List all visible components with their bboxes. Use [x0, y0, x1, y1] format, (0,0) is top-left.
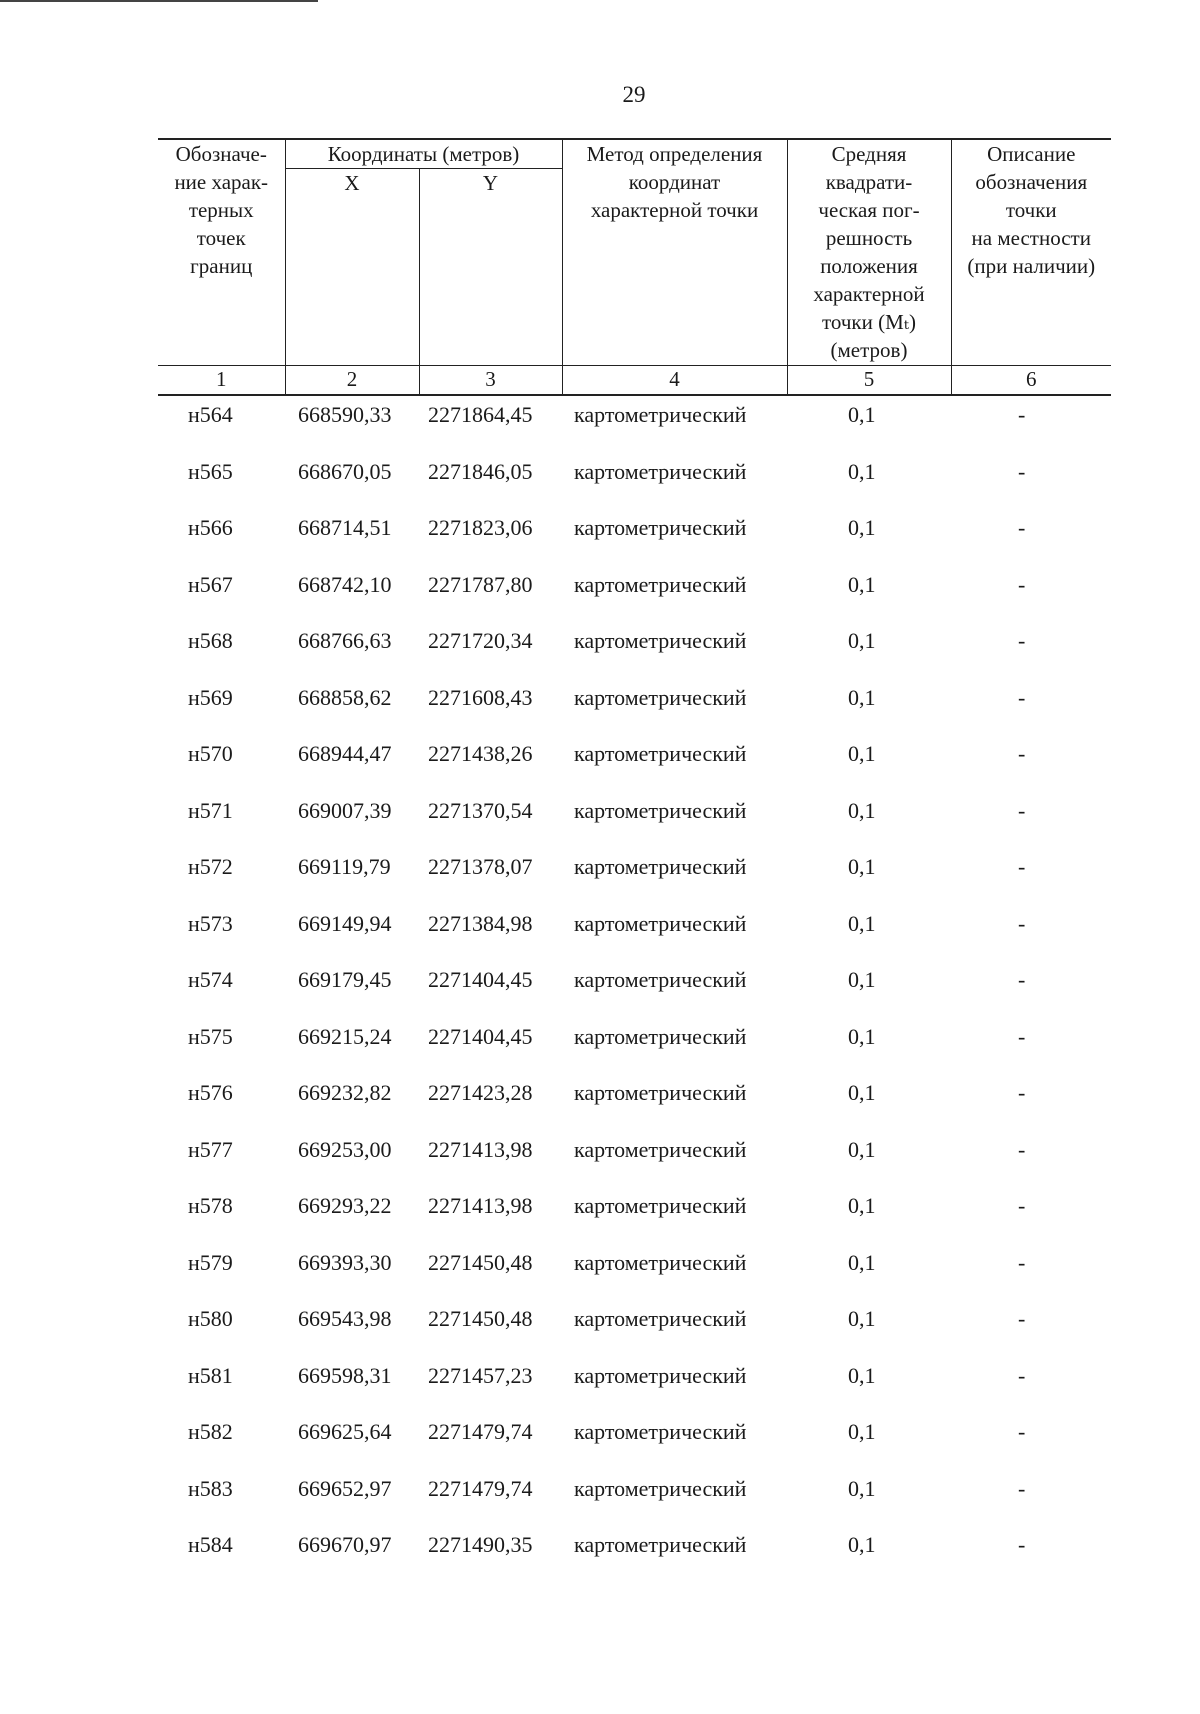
point-cell: н582: [188, 1419, 233, 1444]
error-cell: 0,1: [848, 910, 876, 936]
error-cell: 0,1: [848, 515, 876, 540]
table-row: [158, 1466, 1111, 1523]
point-cell: н565: [188, 458, 233, 484]
error-cell: 0,1: [848, 1023, 876, 1049]
table-row: [158, 675, 1111, 732]
table-header: [158, 138, 1111, 396]
description-cell: -: [1018, 967, 1026, 992]
x-coordinate-cell: 669670,97: [298, 1532, 392, 1557]
table-row: [158, 1353, 1111, 1410]
method-cell: картометрический: [574, 1193, 747, 1218]
point-cell: н573: [188, 910, 233, 936]
x-coordinate-cell: 669215,24: [298, 1023, 392, 1049]
description-cell: -: [1018, 1249, 1026, 1275]
point-cell: н570: [188, 741, 233, 766]
x-coordinate-cell: 668858,62: [298, 684, 392, 710]
header-point-text: Обозначе- ние харак- терных точек границ: [174, 142, 269, 278]
point-cell: н564: [188, 402, 233, 427]
table-row: [158, 788, 1111, 845]
error-cell: 0,1: [848, 458, 876, 484]
x-coordinate-cell: 669179,45: [298, 967, 392, 992]
point-cell: н578: [188, 1193, 233, 1218]
table-row: [158, 1522, 1111, 1579]
method-cell: картометрический: [574, 1136, 747, 1162]
y-coordinate-cell: 2271413,98: [428, 1136, 533, 1162]
description-cell: -: [1018, 1419, 1026, 1444]
description-cell: -: [1018, 910, 1026, 936]
method-cell: картометрический: [574, 515, 747, 540]
error-cell: 0,1: [848, 571, 876, 597]
top-border-rule: [0, 0, 318, 2]
header-coords-group: Координаты (метров): [285, 139, 562, 169]
x-coordinate-cell: 668670,05: [298, 458, 392, 484]
header-method-text: Метод определения координат характерной точки: [586, 142, 763, 222]
column-number-2: 2: [285, 366, 419, 396]
point-cell: н583: [188, 1475, 233, 1501]
x-coordinate-cell: 668944,47: [298, 741, 392, 766]
table-row: [158, 957, 1111, 1014]
y-coordinate-cell: 2271846,05: [428, 458, 533, 484]
error-cell: 0,1: [848, 1136, 876, 1162]
table-row: [158, 731, 1111, 788]
description-cell: -: [1018, 1023, 1026, 1049]
y-coordinate-cell: 2271479,74: [428, 1475, 533, 1501]
y-coordinate-cell: 2271479,74: [428, 1419, 533, 1444]
table-row: [158, 1014, 1111, 1071]
method-cell: картометрический: [574, 402, 747, 427]
error-cell: 0,1: [848, 402, 876, 427]
x-coordinate-cell: 669253,00: [298, 1136, 392, 1162]
description-cell: -: [1018, 1080, 1026, 1105]
x-coordinate-cell: 669598,31: [298, 1362, 392, 1388]
point-cell: н572: [188, 854, 233, 879]
table-row: [158, 449, 1111, 506]
description-cell: -: [1018, 571, 1026, 597]
y-coordinate-cell: 2271450,48: [428, 1249, 533, 1275]
y-coordinate-cell: 2271457,23: [428, 1362, 533, 1388]
description-cell: -: [1018, 1475, 1026, 1501]
error-cell: 0,1: [848, 967, 876, 992]
method-cell: картометрический: [574, 628, 747, 653]
error-cell: 0,1: [848, 1419, 876, 1444]
method-cell: картометрический: [574, 1532, 747, 1557]
y-coordinate-cell: 2271490,35: [428, 1532, 533, 1557]
method-cell: картометрический: [574, 910, 747, 936]
error-cell: 0,1: [848, 1193, 876, 1218]
table-row: [158, 505, 1111, 562]
method-cell: картометрический: [574, 854, 747, 879]
error-cell: 0,1: [848, 628, 876, 653]
point-cell: н579: [188, 1249, 233, 1275]
description-cell: -: [1018, 1532, 1026, 1557]
header-x: X: [285, 169, 419, 366]
x-coordinate-cell: 669293,22: [298, 1193, 392, 1218]
header-y: Y: [419, 169, 562, 366]
x-coordinate-cell: 669119,79: [298, 854, 391, 879]
page-number: 29: [622, 82, 646, 107]
header-description: [951, 139, 1111, 366]
description-cell: -: [1018, 1136, 1026, 1162]
table-row: [158, 1409, 1111, 1466]
description-cell: -: [1018, 854, 1026, 879]
method-cell: картометрический: [574, 1080, 747, 1105]
column-number-6: 6: [951, 366, 1111, 396]
point-cell: н567: [188, 571, 233, 597]
point-cell: н571: [188, 797, 233, 823]
method-cell: картометрический: [574, 741, 747, 766]
x-coordinate-cell: 669652,97: [298, 1475, 392, 1501]
table-body: [158, 392, 1111, 1579]
y-coordinate-cell: 2271384,98: [428, 910, 533, 936]
y-coordinate-cell: 2271864,45: [428, 402, 533, 427]
error-cell: 0,1: [848, 1475, 876, 1501]
header-point: [158, 139, 285, 366]
description-cell: -: [1018, 1193, 1026, 1218]
point-cell: н568: [188, 628, 233, 653]
method-cell: картометрический: [574, 1475, 747, 1501]
description-cell: -: [1018, 515, 1026, 540]
x-coordinate-cell: 669625,64: [298, 1419, 392, 1444]
table-row: [158, 1183, 1111, 1240]
description-cell: -: [1018, 628, 1026, 653]
x-coordinate-cell: 668742,10: [298, 571, 392, 597]
column-number-3: 3: [419, 366, 562, 396]
point-cell: н575: [188, 1023, 233, 1049]
point-cell: н574: [188, 967, 233, 992]
x-coordinate-cell: 668714,51: [298, 515, 392, 540]
description-cell: -: [1018, 797, 1026, 823]
x-coordinate-cell: 669543,98: [298, 1306, 392, 1331]
point-cell: н566: [188, 515, 233, 540]
table-row: [158, 562, 1111, 619]
y-coordinate-cell: 2271450,48: [428, 1306, 533, 1331]
x-coordinate-cell: 668766,63: [298, 628, 392, 653]
point-cell: н576: [188, 1080, 233, 1105]
table-row: [158, 1296, 1111, 1353]
table-row: [158, 1127, 1111, 1184]
method-cell: картометрический: [574, 1306, 747, 1331]
table-row: [158, 901, 1111, 958]
method-cell: картометрический: [574, 458, 747, 484]
point-cell: н584: [188, 1532, 233, 1557]
column-number-4: 4: [562, 366, 787, 396]
error-cell: 0,1: [848, 1080, 876, 1105]
description-cell: -: [1018, 402, 1026, 427]
y-coordinate-cell: 2271787,80: [428, 571, 533, 597]
method-cell: картометрический: [574, 1419, 747, 1444]
point-cell: н577: [188, 1136, 233, 1162]
x-coordinate-cell: 669007,39: [298, 797, 392, 823]
description-cell: -: [1018, 1306, 1026, 1331]
x-coordinate-cell: 669232,82: [298, 1080, 392, 1105]
point-cell: н580: [188, 1306, 233, 1331]
column-number-5: 5: [787, 366, 951, 396]
method-cell: картометрический: [574, 1023, 747, 1049]
error-cell: 0,1: [848, 1532, 876, 1557]
description-cell: -: [1018, 684, 1026, 710]
y-coordinate-cell: 2271413,98: [428, 1193, 533, 1218]
column-number-1: 1: [158, 366, 285, 396]
header-error: [787, 139, 951, 366]
table-row: [158, 618, 1111, 675]
y-coordinate-cell: 2271404,45: [428, 1023, 533, 1049]
method-cell: картометрический: [574, 1249, 747, 1275]
error-cell: 0,1: [848, 797, 876, 823]
method-cell: картометрический: [574, 967, 747, 992]
y-coordinate-cell: 2271370,54: [428, 797, 533, 823]
y-coordinate-cell: 2271438,26: [428, 741, 533, 766]
error-cell: 0,1: [848, 684, 876, 710]
x-coordinate-cell: 669393,30: [298, 1249, 392, 1275]
error-cell: 0,1: [848, 854, 876, 879]
error-cell: 0,1: [848, 1362, 876, 1388]
y-coordinate-cell: 2271423,28: [428, 1080, 533, 1105]
error-cell: 0,1: [848, 741, 876, 766]
table-row: [158, 844, 1111, 901]
y-coordinate-cell: 2271823,06: [428, 515, 533, 540]
description-cell: -: [1018, 458, 1026, 484]
method-cell: картометрический: [574, 684, 747, 710]
method-cell: картометрический: [574, 797, 747, 823]
description-cell: -: [1018, 1362, 1026, 1388]
point-cell: н569: [188, 684, 233, 710]
table-row: [158, 1070, 1111, 1127]
x-coordinate-cell: 668590,33: [298, 402, 392, 427]
error-cell: 0,1: [848, 1249, 876, 1275]
point-cell: н581: [188, 1362, 233, 1388]
header-description-text: Описание обозначения точки на местности (при наличии): [967, 142, 1096, 278]
table-row: [158, 1240, 1111, 1297]
method-cell: картометрический: [574, 571, 747, 597]
description-cell: -: [1018, 741, 1026, 766]
table-row: [158, 392, 1111, 449]
x-coordinate-cell: 669149,94: [298, 910, 392, 936]
error-cell: 0,1: [848, 1306, 876, 1331]
method-cell: картометрический: [574, 1362, 747, 1388]
header-method: [562, 139, 787, 366]
y-coordinate-cell: 2271378,07: [428, 854, 533, 879]
y-coordinate-cell: 2271404,45: [428, 967, 533, 992]
y-coordinate-cell: 2271608,43: [428, 684, 533, 710]
y-coordinate-cell: 2271720,34: [428, 628, 533, 653]
header-error-text: Средняя квадрати- ческая пог- решность положения характерной точки (Mₜ) (метров): [813, 142, 925, 362]
